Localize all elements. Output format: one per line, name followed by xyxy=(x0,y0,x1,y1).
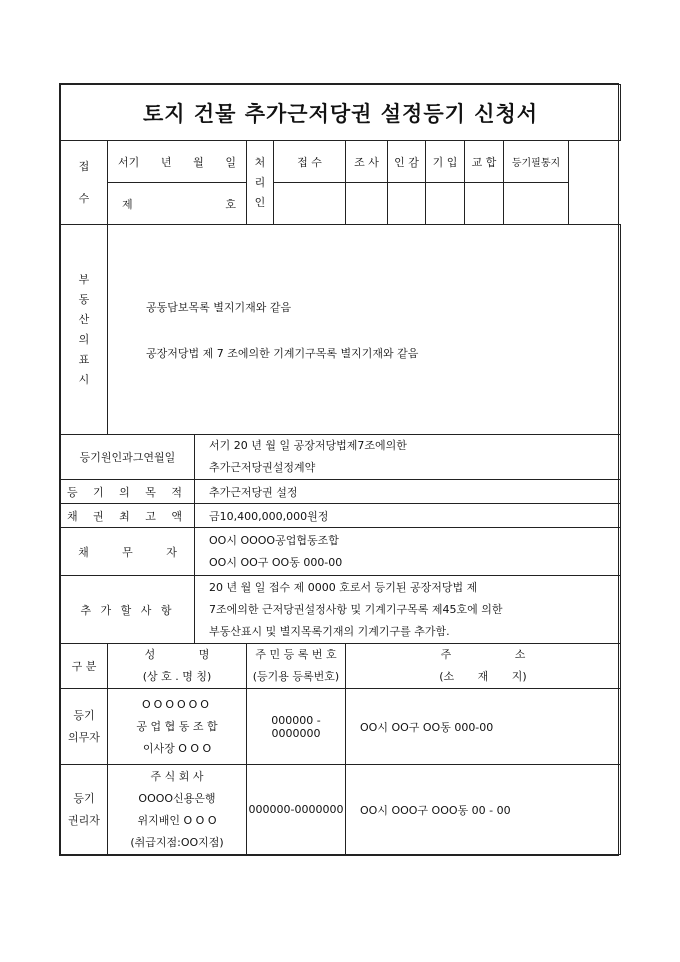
name-header: 성 명 (상 호 . 명 칭) xyxy=(108,644,247,689)
application-form xyxy=(59,83,619,856)
purpose-label: 등 기 의 목 적 xyxy=(61,480,195,504)
entry-box xyxy=(426,183,465,225)
obligor-label: 등기 의무자 xyxy=(61,689,108,765)
property-line-2: 공장저당법 제 7 조에의한 기계기구목록 별지기재와 같음 xyxy=(146,346,419,360)
obligee-address: OO시 OOO구 OOO동 00 - 00 xyxy=(346,765,621,855)
receipt-box xyxy=(274,183,346,225)
extra-value: 20 년 월 일 접수 제 0000 호로서 등기된 공장저당법 제 7조에의한 근저당권설정사항 및 기계기구목록 제45호에 의한 부동산표시 및 별지목록기재의 기계기구를 추가함. xyxy=(195,576,621,644)
obligee-label: 등기 권리자 xyxy=(61,765,108,855)
debtor-value: OO시 OOOO공업협동조합 OO시 OO구 OO동 000-00 xyxy=(195,528,621,576)
property-label: 부 동 산 의 표 시 xyxy=(61,225,108,435)
obligor-name: OOOOOO 공 업 협 동 조 합 이사장 O O O xyxy=(108,689,247,765)
inspection-box xyxy=(346,183,388,225)
completion-box xyxy=(504,183,569,225)
form-title: 토지 건물 추가근저당권 설정등기 신청서 xyxy=(61,85,621,141)
col-check: 교 합 xyxy=(465,141,504,183)
division-header: 구 분 xyxy=(61,644,108,689)
extra-label: 추 가 할 사 항 xyxy=(61,576,195,644)
seal-box xyxy=(388,183,426,225)
property-description xyxy=(108,225,621,435)
property-line-1: 공동담보목록 별지기재와 같음 xyxy=(146,300,292,314)
receipt-number-cell: 제 호 xyxy=(108,183,247,225)
debtor-label: 채 무 자 xyxy=(61,528,195,576)
processor-label: 처 리 인 xyxy=(247,141,274,225)
obligor-address: OO시 OO구 OO동 000-00 xyxy=(346,689,621,765)
col-entry: 기 입 xyxy=(426,141,465,183)
purpose-value: 추가근저당권 설정 xyxy=(195,480,621,504)
max-amount-value: 금10,400,000,000원정 xyxy=(195,504,621,528)
col-seal: 인 감 xyxy=(388,141,426,183)
obligor-reg-no: 000000 - 0000000 xyxy=(247,689,346,765)
col-receipt: 접 수 xyxy=(274,141,346,183)
col-inspection: 조 사 xyxy=(346,141,388,183)
max-amount-label: 채 권 최 고 액 xyxy=(61,504,195,528)
cause-label: 등기원인과그연월일 xyxy=(61,435,195,480)
obligee-reg-no: 000000-0000000 xyxy=(247,765,346,855)
address-header: 주 소 (소 재 지) xyxy=(346,644,621,689)
check-box xyxy=(465,183,504,225)
receipt-label: 접 수 xyxy=(61,141,108,225)
obligee-name: 주 식 회 사 OOOO신용은행 위지배인 O O O (취급지점:OO지점) xyxy=(108,765,247,855)
cause-value: 서기 20 년 월 일 공장저당법제7조에의한 추가근저당권설정계약 xyxy=(195,435,621,480)
col-completion-notice: 등기필통지 xyxy=(504,141,569,183)
receipt-date-cell: 서기 년 월 일 xyxy=(108,141,247,183)
reg-no-header: 주 민 등 록 번 호 (등기용 등록번호) xyxy=(247,644,346,689)
form-table xyxy=(60,84,621,855)
